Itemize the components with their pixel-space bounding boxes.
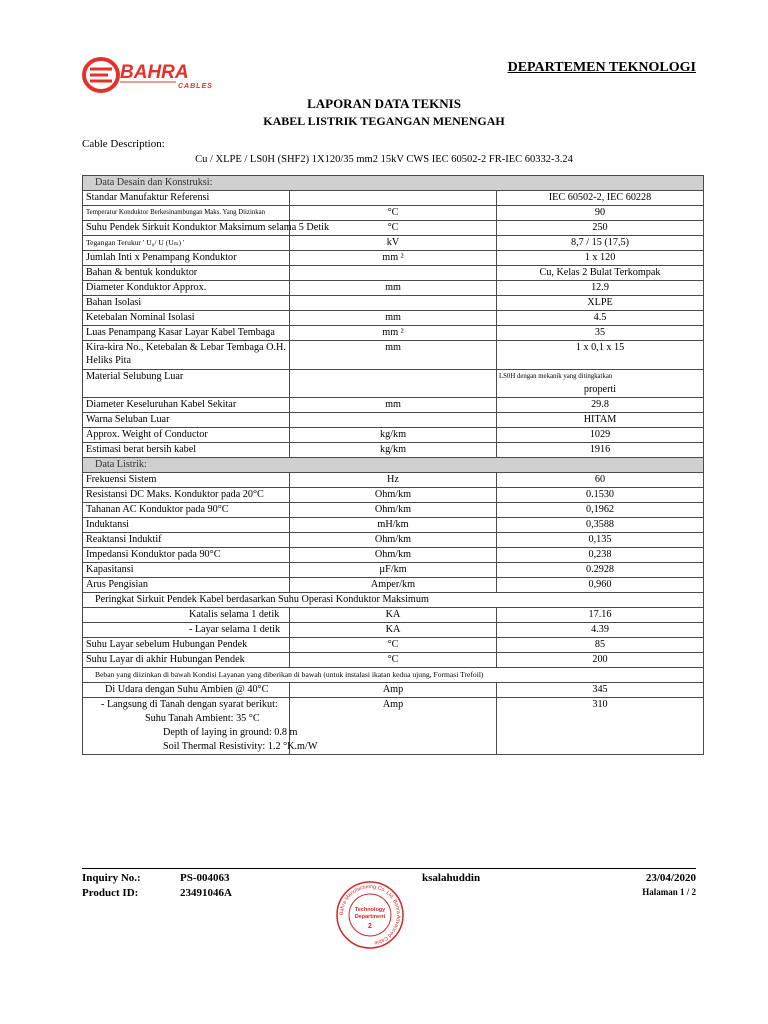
table-row: Arus Pengisian Amper/km 0,960 (83, 578, 704, 593)
inquiry-value: PS-004063 (180, 872, 230, 884)
cable-description-label: Cable Description: (82, 138, 165, 150)
soil-resistivity: Soil Thermal Resistivity: 1.2 °K.m/W (163, 741, 318, 752)
load-conditions-header: Beban yang diizinkan di bawah Kondisi Layanan yang diberikan di bawah (untuk instalasi ikatan kedua ujung, Formasi Trefoil) (83, 668, 704, 683)
table-row: Bahan & bentuk konduktor Cu, Kelas 2 Bulat Terkompak (83, 266, 704, 281)
sheath-material-value: LS0H dengan mekanik yang ditingkatkan (499, 373, 613, 380)
ground-temp: Suhu Tanah Ambient: 35 °C (145, 713, 260, 724)
svg-text:Bahra Manufacturing Co. Ltd. B: Bahra Manufacturing Co. Ltd. Bahra Advanced Cable (338, 883, 402, 946)
table-row: Suhu Pendek Sirkuit Konduktor Maksimum selama 5 Detik °C 250 (83, 221, 704, 236)
table-row: Material Selubung Luar LS0H dengan mekanik yang ditingkatkan properti (83, 370, 704, 398)
table-row: Temperatur Konduktor Berkesinambungan Maks. Yang Diizinkan °C 90 (83, 206, 704, 221)
ground-depth: Depth of laying in ground: 0.8 m (163, 727, 298, 738)
table-row: Suhu Layar sebelum Hubungan Pendek °C 85 (83, 638, 704, 653)
svg-text:BAHRA: BAHRA (120, 62, 189, 83)
table-row: Standar Manufaktur Referensi IEC 60502-2, IEC 60228 (83, 191, 704, 206)
table-row: Warna Seluban Luar HITAM (83, 413, 704, 428)
inquiry-label: Inquiry No.: (82, 872, 141, 884)
table-row: Frekuensi Sistem Hz 60 (83, 473, 704, 488)
table-row: Tahanan AC Konduktor pada 90°C Ohm/km 0,1962 (83, 503, 704, 518)
ground-condition-label: - Langsung di Tanah dengan syarat berikut: (101, 699, 278, 710)
table-row: Ketebalan Nominal Isolasi mm 4.5 (83, 311, 704, 326)
svg-text:Department: Department (354, 914, 386, 920)
section-header-construction: Data Desain dan Konstruksi: (83, 176, 704, 191)
sheath-material-value-cont: properti (583, 384, 617, 395)
table-row: Kapasitansi µF/km 0.2928 (83, 563, 704, 578)
table-row: Estimasi berat bersih kabel kg/km 1916 (83, 443, 704, 458)
svg-text:2: 2 (368, 923, 372, 930)
table-row: Katalis selama 1 detik KA 17.16 (83, 608, 704, 623)
author-username: ksalahuddin (422, 872, 481, 884)
table-row: - Langsung di Tanah dengan syarat berikut: Suhu Tanah Ambient: 35 °C Depth of laying in ground: 0.8 m Soil Thermal Resistivity: 1.2 °K.m/W Amp 310 (83, 698, 704, 755)
report-subtitle: KABEL LISTRIK TEGANGAN MENENGAH (263, 114, 505, 128)
section-header-electrical: Data Listrik: (83, 458, 704, 473)
svg-text:Technology: Technology (354, 907, 386, 913)
table-row: Reaktansi Induktif Ohm/km 0,135 (83, 533, 704, 548)
short-circuit-header: Peringkat Sirkuit Pendek Kabel berdasarkan Suhu Operasi Konduktor Maksimum (83, 593, 704, 608)
table-row: Diameter Keseluruhan Kabel Sekitar mm 29.8 (83, 398, 704, 413)
table-row: Jumlah Inti x Penampang Konduktor mm ² 1 x 120 (83, 251, 704, 266)
svg-text:CABLES: CABLES (178, 83, 213, 90)
table-row: Induktansi mH/km 0,3588 (83, 518, 704, 533)
table-row: - Layar selama 1 detik KA 4.39 (83, 623, 704, 638)
department-stamp (335, 880, 405, 950)
table-row: Suhu Layar di akhir Hubungan Pendek °C 200 (83, 653, 704, 668)
table-row: Resistansi DC Maks. Konduktor pada 20°C Ohm/km 0.1530 (83, 488, 704, 503)
footer-divider (82, 868, 696, 869)
table-row: Approx. Weight of Conductor kg/km 1029 (83, 428, 704, 443)
report-date: 23/04/2020 (645, 872, 696, 884)
table-row: Diameter Konduktor Approx. mm 12.9 (83, 281, 704, 296)
table-row: Kira-kira No., Ketebalan & Lebar Tembaga O.H. Heliks Pita mm 1 x 0,1 x 15 (83, 341, 704, 370)
product-value: 23491046A (180, 887, 232, 899)
page-number: Halaman 1 / 2 (642, 887, 696, 897)
product-label: Product ID: (82, 887, 139, 899)
report-title: LAPORAN DATA TEKNIS (307, 96, 461, 111)
table-row: Bahan Isolasi XLPE (83, 296, 704, 311)
department-heading: DEPARTEMEN TEKNOLOGI (507, 60, 696, 75)
bahra-cables-logo (82, 56, 232, 94)
cable-description: Cu / XLPE / LS0H (SHF2) 1X120/35 mm2 15kV CWS IEC 60502-2 FR-IEC 60332-3.24 (195, 154, 573, 165)
table-row: Tegangan Terukur ' U₀/ U (Uₘ) ' kV 8,7 / 15 (17,5) (83, 236, 704, 251)
spec-table (82, 175, 704, 755)
table-row: Impedansi Konduktor pada 90°C Ohm/km 0,238 (83, 548, 704, 563)
table-row: Di Udara dengan Suhu Ambien @ 40°C Amp 345 (83, 683, 704, 698)
table-row: Luas Penampang Kasar Layar Kabel Tembaga mm ² 35 (83, 326, 704, 341)
